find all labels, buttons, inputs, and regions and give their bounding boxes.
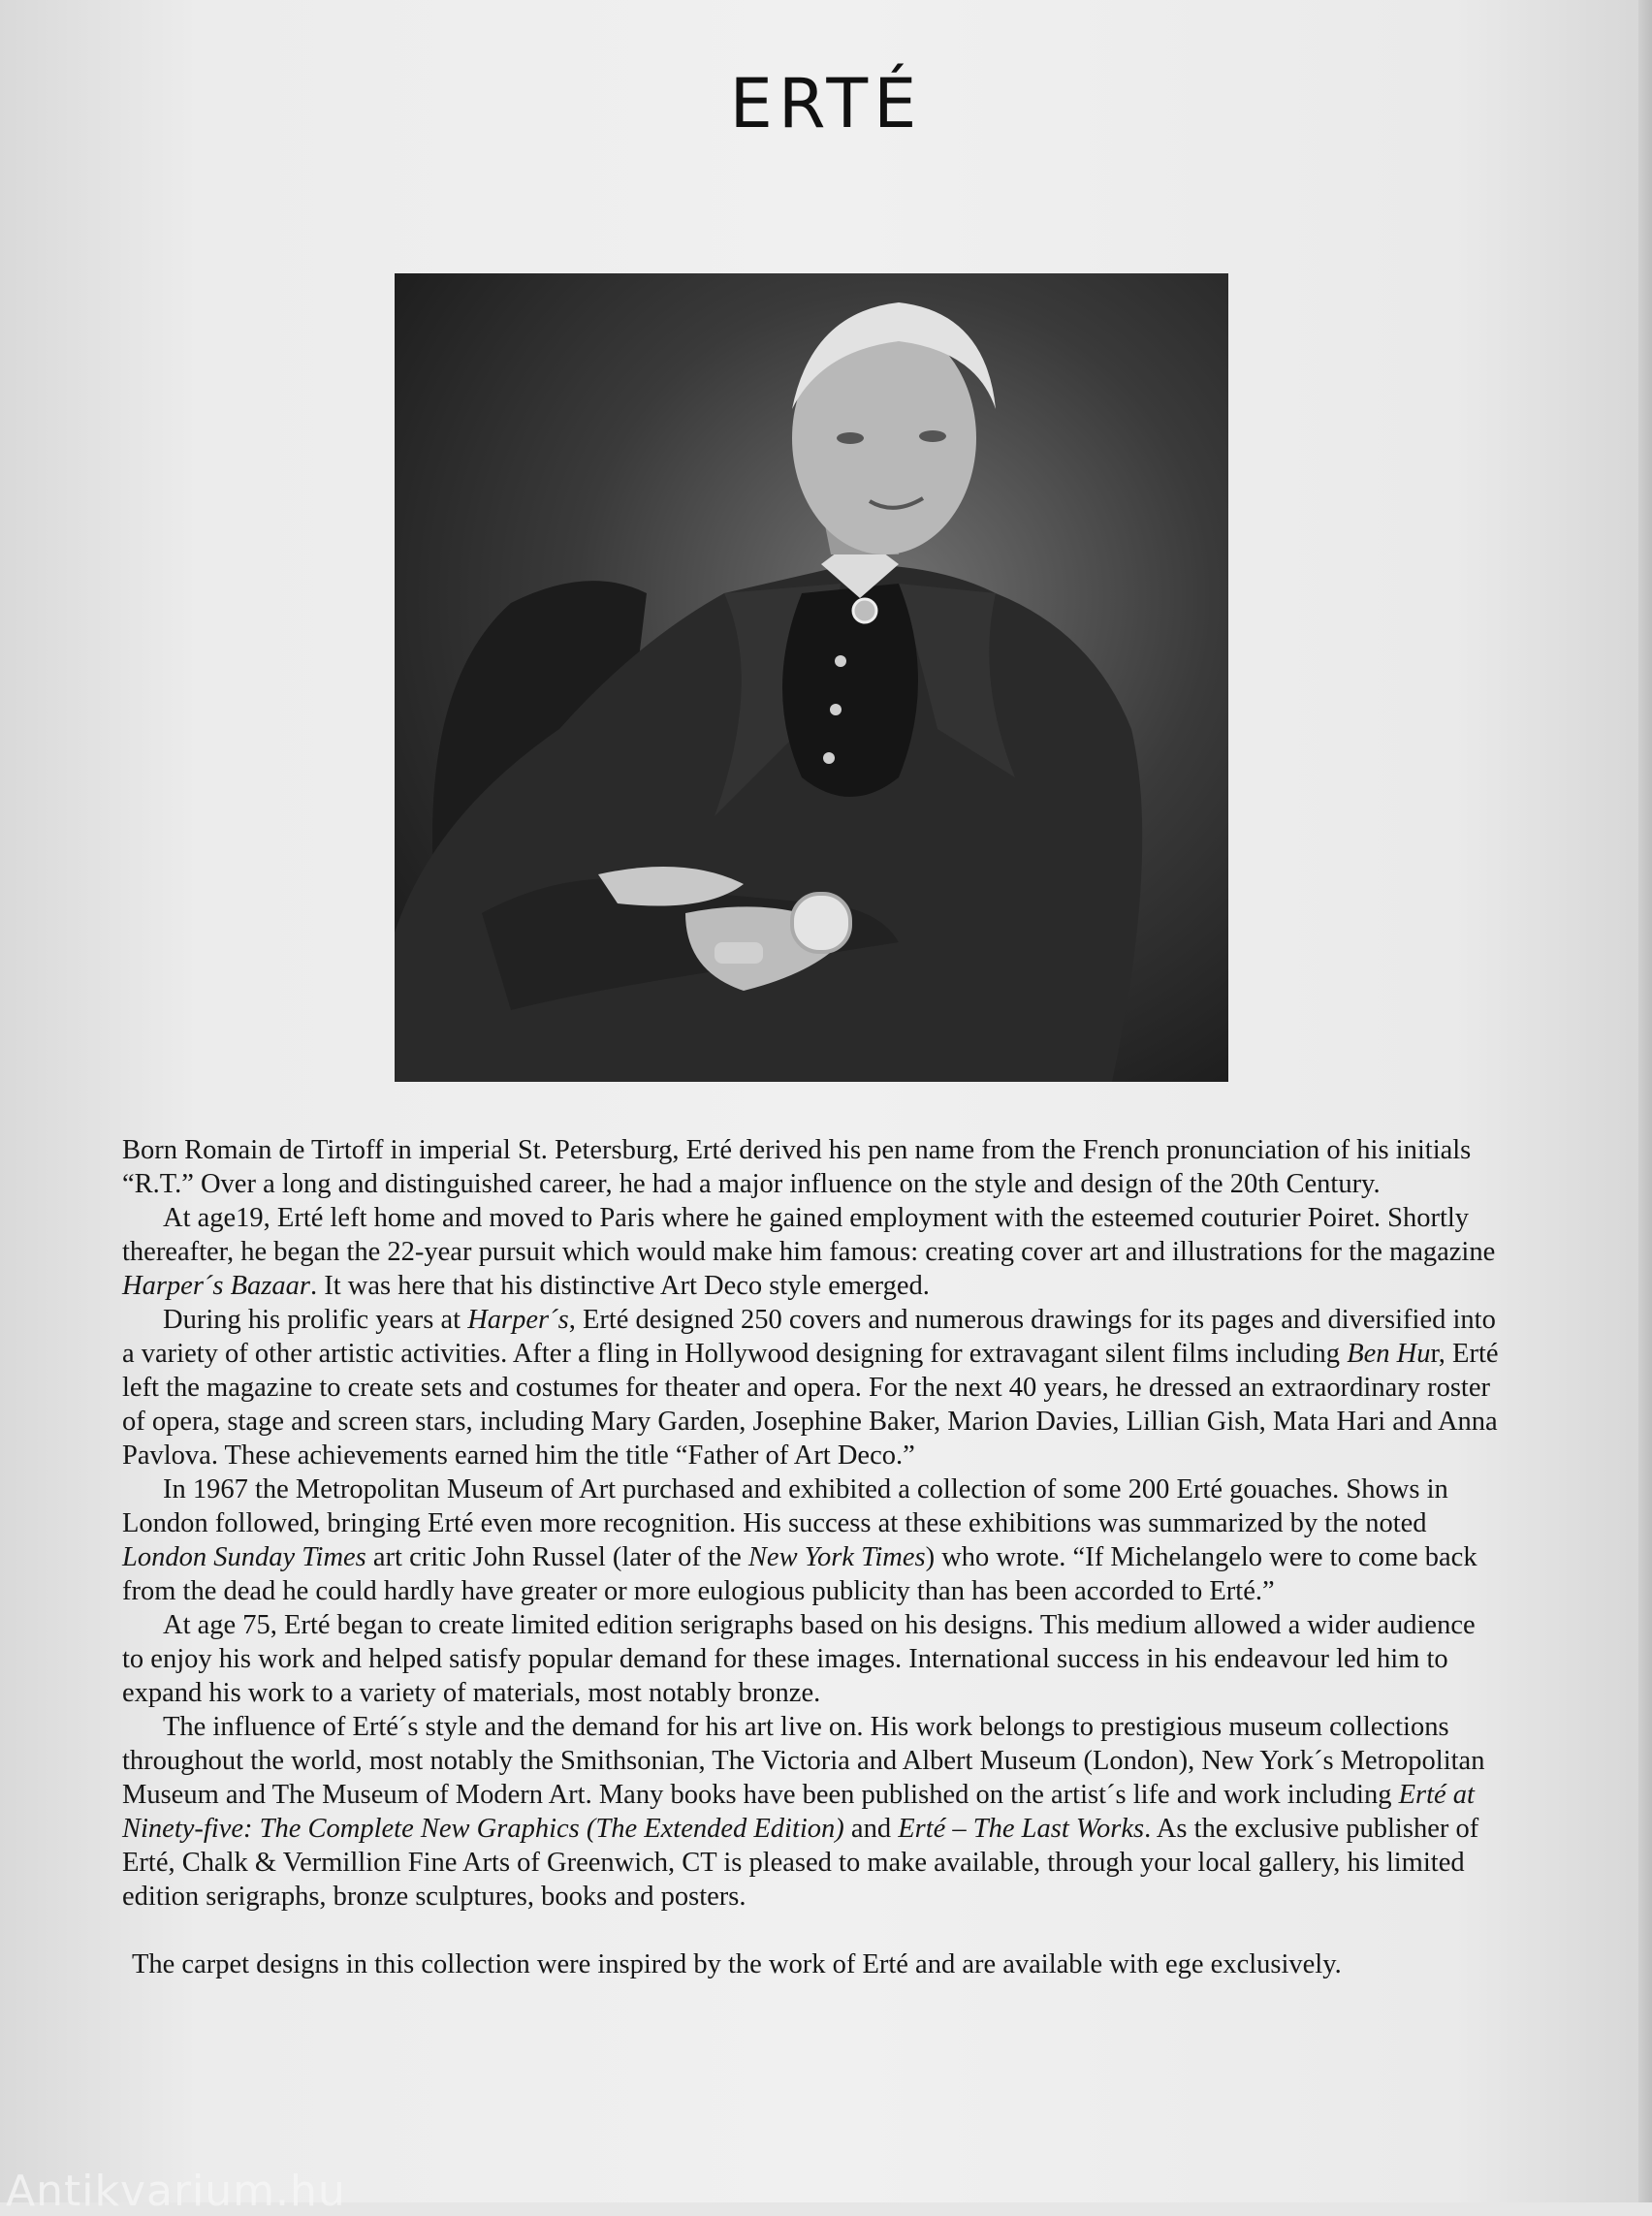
biography-text [122, 1133, 1499, 1981]
paragraph-harpers: During his prolific years at Harper´s, Erté designed 250 covers and numerous drawings for its pages and diversified into a variety of other artistic activities. After a fling in Hollywood designing for extravagant silent films including Ben Hur, Erté left the magazine to create sets and costumes for theater and opera. For the next 40 years, he dressed an extraordinary roster of opera, stage and screen stars, including Mary Garden, Josephine Baker, Marion Davies, Lillian Gish, Mata Hari and Anna Pavlova. These achievements earned him the title “Father of Art Deco.” [122, 1305, 1499, 1471]
paragraph-intro: Born Romain de Tirtoff in imperial St. Petersburg, Erté derived his pen name from the French pronunciation of his initials “R.T.” Over a long and distinguished career, he had a major influence on the style and design of the 20th Century. [122, 1135, 1472, 1199]
artist-portrait-photo [395, 273, 1228, 1082]
page-title: ERTÉ [729, 64, 923, 143]
closing-note: The carpet designs in this collection were inspired by the work of Erté and are available with ege exclusively. [132, 1949, 1342, 1979]
paragraph-metropolitan: In 1967 the Metropolitan Museum of Art purchased and exhibited a collection of some 200 Erté gouaches. Shows in London followed, bringing Erté even more recognition. His success at these exhibitions was summarized by the noted London Sunday Times art critic John Russel (later of the New York Times) who wrote. “If Michelangelo were to come back from the dead he could hardly have greater or more eulogious publicity than has been accorded to Erté.” [122, 1474, 1477, 1606]
watermark-text: Antikvarium.hu [6, 2167, 346, 2216]
paragraph-paris: At age19, Erté left home and moved to Paris where he gained employment with the esteemed couturier Poiret. Shortly thereafter, he began the 22-year pursuit which would make him famous: creating cover art and illustrations for the magazine Harper´s Bazaar. It was here that his distinctive Art Deco style emerged. [122, 1203, 1496, 1301]
paragraph-influence: The influence of Erté´s style and the demand for his art live on. His work belongs to prestigious museum collections throughout the world, most notably the Smithsonian, The Victoria and Albert Museum (London), New York´s Metropolitan Museum and The Museum of Modern Art. Many books have been published on the artist´s life and work including Erté at Ninety-five: The Complete New Graphics (The Extended Edition) and Erté – The Last Works. As the exclusive publisher of Erté, Chalk & Vermillion Fine Arts of Greenwich, CT is pleased to make available, through your local gallery, his limited edition serigraphs, bronze sculptures, books and posters. [122, 1712, 1485, 1912]
paragraph-serigraphs: At age 75, Erté began to create limited edition serigraphs based on his designs. This medium allowed a wider audience to enjoy his work and helped satisfy popular demand for these images. International success in his endeavour led him to expand his work to a variety of materials, most notably bronze. [122, 1610, 1476, 1708]
page-fold-shadow [1638, 0, 1652, 2202]
